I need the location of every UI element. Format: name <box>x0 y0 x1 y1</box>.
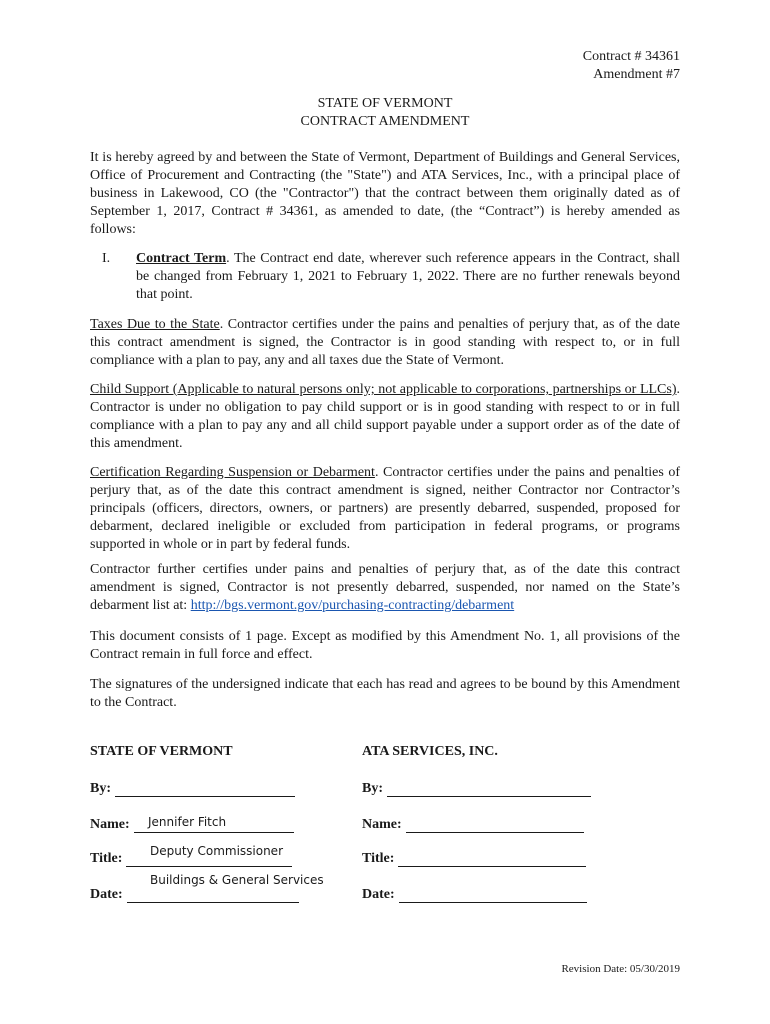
consists-paragraph: This document consists of 1 page. Except as modified by this Amendment No. 1, all provisions of the Contract remain in full force and effect. <box>90 629 680 662</box>
party-ata-services: ATA SERVICES, INC. <box>362 744 498 759</box>
right-date-row <box>362 887 587 903</box>
left-by-line[interactable] <box>115 782 295 797</box>
child-support-paragraph <box>90 381 680 453</box>
right-by-line[interactable] <box>387 782 591 797</box>
header-contract-info <box>583 48 680 84</box>
party-state-of-vermont: STATE OF VERMONT <box>90 744 233 759</box>
section-number: I. <box>102 251 111 266</box>
document-title <box>0 95 770 131</box>
left-date-label: Date: <box>90 887 123 902</box>
right-name-line[interactable] <box>406 818 584 833</box>
child-support-heading: Child Support (Applicable to natural persons only; not applicable to corporations, partnerships or LLCs) <box>90 382 677 397</box>
revision-date: Revision Date: 05/30/2019 <box>561 963 680 975</box>
left-name-value: Jennifer Fitch <box>148 815 227 829</box>
left-name-label: Name: <box>90 817 130 832</box>
taxes-paragraph <box>90 316 680 370</box>
right-date-label: Date: <box>362 887 395 902</box>
certification-heading: Certification Regarding Suspension or Debarment <box>90 465 375 480</box>
right-title-line[interactable] <box>398 852 586 867</box>
certification-paragraph <box>90 464 680 554</box>
left-title-value: Deputy Commissioner <box>150 844 284 858</box>
right-date-line[interactable] <box>399 888 587 903</box>
section-text: . The Contract end date, wherever such reference appears in the Contract, shall be changed from February 1, 2021 to February 1, 2022. There are no further renewals beyond that point. <box>136 251 680 302</box>
taxes-heading: Taxes Due to the State <box>90 317 220 332</box>
further-text: Contractor further certifies under pains and penalties of perjury that, as of the date this contract amendment is signed, Contractor is not presently debarred, suspended, nor named on the State’s debarment list at: <box>90 562 680 613</box>
right-title-row <box>362 851 586 867</box>
title-line-1: STATE OF VERMONT <box>317 96 453 111</box>
left-date-row <box>90 887 299 903</box>
right-name-row <box>362 817 584 833</box>
further-certification-paragraph <box>90 561 680 615</box>
section-heading: Contract Term <box>136 251 227 266</box>
contract-number: Contract # 34361 <box>582 49 680 64</box>
taxes-text: . Contractor certifies under the pains and penalties of perjury that, as of the date this contract amendment is signed, the Contractor is in good standing with respect to, or in full compliance with a plan to pay, any and all taxes due the State of Vermont. <box>90 317 680 368</box>
left-title-label: Title: <box>90 851 123 866</box>
intro-paragraph: It is hereby agreed by and between the State of Vermont, Department of Buildings and General Services, Office of Procurement and Contracting (the "State") and ATA Services, Inc., with a principal place of business in Lakewood, CO (the "Contractor") that the contract between them originally dated as of September 1, 2017, Contract # 34361, as amended to date, (the “Contract”) is hereby amended as follows: <box>90 150 680 237</box>
debarment-link[interactable]: http://bgs.vermont.gov/purchasing-contracting/debarment <box>190 598 515 613</box>
right-title-label: Title: <box>362 851 395 866</box>
title-line-2: CONTRACT AMENDMENT <box>300 114 470 129</box>
left-title-value-2: Buildings & General Services <box>150 873 324 887</box>
right-by-row <box>362 781 591 797</box>
amendment-number: Amendment #7 <box>593 67 680 82</box>
right-by-label: By: <box>362 781 383 796</box>
left-by-row <box>90 781 295 797</box>
left-by-label: By: <box>90 781 111 796</box>
section-contract-term <box>102 250 680 304</box>
right-name-label: Name: <box>362 817 402 832</box>
signatures-paragraph: The signatures of the undersigned indicate that each has read and agrees to be bound by this Amendment to the Contract. <box>90 677 680 710</box>
left-date-line[interactable] <box>127 888 299 903</box>
child-support-text: . Contractor is under no obligation to pay child support or is in good standing with respect to or in full compliance with a plan to pay any and all child support payable under a support order as of the date of this amendment. <box>90 382 680 451</box>
certification-text: . Contractor certifies under the pains and penalties of perjury that, as of the date this contract amendment is signed, neither Contractor nor Contractor’s principals (officers, directors, owners, or partners) are presently debarred, suspended, proposed for debarment, declared ineligible or excluded from participation in federal programs, or programs supported in whole or in part by federal funds. <box>90 465 680 552</box>
